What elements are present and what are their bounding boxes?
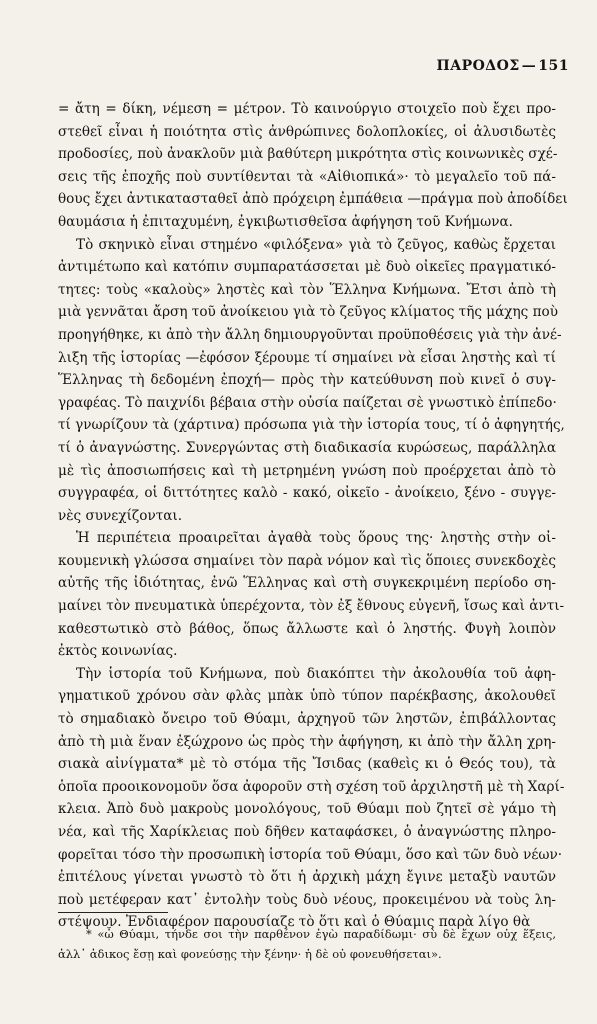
paragraph: [58, 234, 565, 528]
running-head-separator: —: [521, 58, 537, 74]
text-line: ἐκτὸς κοινωνίας.: [58, 643, 178, 660]
text-line: σιακὰ αἰνίγματα* μὲ τὸ στόμα τῆς Ἴσιδας (καθεὶς κι ὁ Θεός του), τὰ: [58, 756, 556, 773]
footnote-line: * «ὦ Θύαμι, τήνδε σοι τὴν παρθένον ἐγὼ παραδίδωμι· σὺ δὲ ἔχων οὐχ ἕξεις,: [86, 927, 556, 941]
text-line: Τὸ σκηνικὸ εἶναι στημένο «φιλόξενα» γιὰ τὸ ζεῦγος, καθὼς ἔρχεται: [76, 236, 556, 253]
text-line: Ἡ περιπέτεια προαιρεῖται ἀγαθὰ τοὺς ὅρους της· ληστὴς στὴν οἰ-: [76, 530, 556, 547]
text-line: μὲ τὶς ἀποσιωπήσεις καὶ τὴ μετρημένη γνώση ποὺ προέρχεται ἀπὸ τὸ: [58, 462, 556, 479]
text-line: ἀπὸ τὴ μιὰ ἕναν ἐξώχρονο ὡς πρὸς τὴν ἀφήγηση, κι ἀπὸ τὴν ἄλλη χρη-: [58, 733, 556, 750]
paragraph: [58, 527, 565, 663]
paragraph: [58, 98, 568, 234]
text-line: λιξη τῆς ἱστορίας —ἐφόσον ξέρουμε τί σημαίνει νὰ εἶσαι ληστὴς καὶ τί: [58, 349, 556, 366]
footnote: [58, 924, 556, 964]
text-line: γηματικοῦ χρόνου σὰν φλὰς μπὰκ ὑπὸ τύπον παρέκβασης, ἀκολουθεῖ: [58, 688, 556, 705]
text-line: προηγήθηκε, κι ἀπὸ τὴν ἄλλη δημιουργοῦνται προϋποθέσεις γιὰ τὴν ἀνέ-: [58, 326, 562, 343]
text-line: γραφέας. Τὸ παιχνίδι βέβαια στὴν οὐσία παίζεται σὲ γνωστικὸ ἐπίπεδο·: [58, 394, 557, 411]
text-line: ἀντιμέτωπο καὶ κατόπιν συμπαρατάσσεται μὲ δυὸ οἰκεῖες πραγματικό-: [58, 259, 556, 276]
text-line: κουμενικὴ γλώσσα σημαίνει τὸν παρὰ νόμον καὶ τὶς ὅποιες συνεκδοχὲς: [58, 552, 556, 569]
text-line: θαυμάσια ἡ ἐπιταχυμένη, ἐγκιβωτισθεῖσα ἀφήγηση τοῦ Κνήμωνα.: [58, 213, 513, 230]
text-line: τητες: τοὺς «καλοὺς» ληστὲς καὶ τὸν Ἕλληνα Κνήμωνα. Ἔτσι ἀπὸ τὴ: [58, 281, 556, 298]
text-line: μαίνει τὸν πνευματικὰ ὑπερέχοντα, τὸν ἐξ ἔθνους εὐγενῆ, ἴσως καὶ ἀντι-: [58, 598, 565, 615]
text-line: μιὰ γεννᾶται ἄρση τοῦ ἀνοίκειου γιὰ τὸ ζεῦγος κλίματος τῆς μάχης ποὺ: [58, 304, 558, 321]
footnote-rule: [58, 912, 168, 913]
footnote-line: ἀλλ᾽ ἀδικος ἔσῃ καὶ φονεύσῃς τὴν ξένην· ἡ δὲ οὐ φονευθήσεται».: [58, 947, 442, 961]
paragraph: [58, 663, 565, 934]
text-line: κλεια. Ἀπὸ δυὸ μακροὺς μονολόγους, τοῦ Θύαμι ποὺ ζητεῖ σὲ γάμο τὴ: [58, 801, 556, 818]
text-line: Τὴν ἱστορία τοῦ Κνήμωνα, ποὺ διακόπτει τὴν ἀκολουθία τοῦ ἀφη-: [76, 665, 556, 682]
text-line: ἐπιτέλους γίνεται γνωστὸ τὸ ὅτι ἡ ἀρχικὴ μάχη ἔγινε μεταξὺ ναυτῶν: [58, 869, 556, 886]
text-line: Ἕλληνας τὴ δεδομένη ἐποχή— πρὸς τὴν κατεύθυνση ποὺ κινεῖ ὁ συγ-: [58, 372, 556, 389]
running-head: [24, 58, 569, 74]
text-line: καθεστωτικὸ στὸ βάθος, ὅπως ἄλλωστε καὶ ὁ ληστής. Φυγὴ λοιπὸν: [58, 620, 556, 637]
text-line: ποὺ μετέφεραν κατ᾽ ἐντολὴν τοὺς δυὸ νέους, προκειμένου νὰ τοὺς λη-: [58, 891, 556, 908]
text-line: τί ὁ ἀναγνώστης. Συνεργώντας στὴ διαδικασία κυρώσεως, παράλληλα: [58, 439, 556, 456]
page-number: 151: [538, 58, 569, 74]
text-line: τὸ σημαδιακὸ ὄνειρο τοῦ Θύαμι, ἀρχηγοῦ τῶν ληστῶν, ἐπιβάλλοντας: [58, 711, 556, 728]
text-line: τί γνωρίζουν τὰ (χάρτινα) πρόσωπα γιὰ τὴν ἱστορία τους, τί ὁ ἀφηγητής,: [58, 417, 565, 434]
running-head-title: ΠΑΡΟΔΟΣ: [436, 58, 520, 74]
text-line: ὁποῖα προοικονομοῦν ὅσα ἀφοροῦν στὴ σχέση τοῦ ἀρχιληστῆ μὲ τὴ Χαρί-: [58, 778, 565, 795]
text-line: στέψουν. Ἐνδιαφέρον παρουσίαζε τὸ ὅτι καὶ ὁ Θύαμις παρὰ λίγο θὰ: [58, 914, 531, 931]
text-line: = ἄτη = δίκη, νέμεση = μέτρον. Τὸ καινούργιο στοιχεῖο ποὺ ἔχει προ-: [58, 101, 556, 117]
text-line: συγγραφέα, οἱ διττότητες καλὸ - κακό, οἰκεῖο - ἀνοίκειο, ξένο - συγγε-: [58, 485, 556, 502]
text-line: στεθεῖ εἶναι ἡ ποιότητα στὶς ἀνθρώπινες δολοπλοκίες, οἱ ἀλυσιδωτὲς: [58, 123, 556, 140]
text-line: αὐτῆς τῆς ἰδιότητας, ἐνῶ Ἕλληνας καὶ στὴ συγκεκριμένη περίοδο ση-: [58, 575, 556, 592]
text-line: φορεῖται τόσο τὴν προσωπικὴ ἱστορία τοῦ Θύαμι, ὅσο καὶ τῶν δυὸ νέων·: [58, 846, 563, 863]
text-line: σεις τῆς ἐποχῆς ποὺ συντίθενται τὰ «Αἰθιοπικά»· τὸ μεγαλεῖο τοῦ πά-: [58, 168, 556, 185]
body-text: [58, 98, 568, 934]
text-line: προδοσίες, ποὺ ἀνακλοῦν μιὰ βαθύτερη μικρότητα στὶς κοινωνικὲς σχέ-: [58, 146, 558, 163]
text-line: νέα, καὶ τῆς Χαρίκλειας ποὺ δῆθεν καταφάσκει, ὁ ἀναγνώστης πληρο-: [58, 824, 556, 840]
text-line: θους ἔχει ἀντικατασταθεῖ ἀπὸ πρόχειρη ἐμπάθεια —πράγμα ποὺ ἀποδίδει: [58, 191, 568, 208]
text-line: νὲς συνεχίζονται.: [58, 507, 183, 524]
